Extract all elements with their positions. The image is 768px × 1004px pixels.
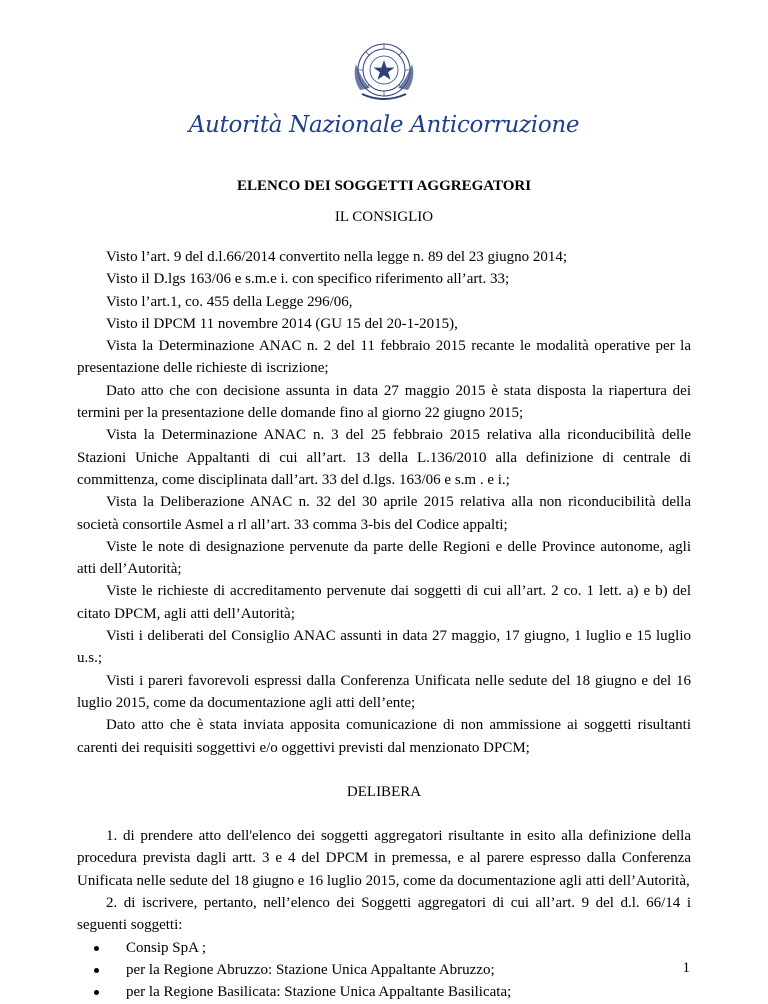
list-item-text: per la Regione Abruzzo: Stazione Unica Appaltante Abruzzo; — [126, 961, 495, 978]
list-item-text: per la Regione Basilicata: Stazione Unica Appaltante Basilicata; — [126, 984, 512, 1001]
document-body — [77, 246, 691, 1004]
bullet-icon — [94, 946, 99, 951]
consideration-paragraph: Visto il D.lgs 163/06 e s.m.e i. con specifico riferimento all’art. 33; — [106, 271, 510, 288]
delibera-point: 2. di iscrivere, pertanto, nell’elenco dei Soggetti aggregatori di cui all’art. 9 del d.l. 66/14 i seguenti soggetti: — [77, 895, 691, 934]
authority-logo-text: Autorità Nazionale Anticorruzione — [188, 112, 580, 138]
delibera-heading: DELIBERA — [346, 783, 422, 800]
page-number: 1 — [682, 960, 690, 976]
consideration-paragraph: Dato atto che con decisione assunta in data 27 maggio 2015 è stata disposta la riapertura dei termini per la presentazione delle domande fino al giorno 22 giugno 2015; — [77, 382, 691, 422]
list-item — [77, 937, 691, 959]
consideration-paragraph: Vista la Deliberazione ANAC n. 32 del 30 aprile 2015 relativa alla non riconducibilità della società consortile Asmel a rl all’art. 33 comma 3-bis del Codice appalti; — [77, 494, 691, 533]
aggregator-list — [77, 937, 691, 1004]
bullet-icon — [94, 990, 99, 995]
consideration-paragraph: Vista la Determinazione ANAC n. 3 del 25 febbraio 2015 relativa alla riconducibilità delle Stazioni Uniche Appaltanti di cui all’art. 13 della L.136/2010 alla definizione di centrale di committenza, come disciplinata dall’art. 33 del d.lgs. 163/06 e s.m . e i.; — [77, 427, 691, 488]
republic-emblem-icon — [340, 30, 428, 110]
consideration-paragraph: Vista la Determinazione ANAC n. 2 del 11 febbraio 2015 recante le modalità operative per la presentazione delle richieste di iscrizione; — [77, 338, 691, 377]
consideration-paragraph: Visto l’art. 9 del d.l.66/2014 convertito nella legge n. 89 del 23 giugno 2014; — [106, 249, 568, 265]
consideration-paragraph: Visto il DPCM 11 novembre 2014 (GU 15 del 20-1-2015), — [106, 315, 458, 332]
list-item-text: Consip SpA ; — [126, 939, 207, 956]
consideration-paragraph: Visto l’art.1, co. 455 della Legge 296/06, — [106, 293, 353, 310]
consideration-paragraph: Visti i pareri favorevoli espressi dalla Conferenza Unificata nelle sedute del 18 giugno e del 16 luglio 2015, come da documentazione agli atti dell’ente; — [77, 672, 691, 711]
document-subtitle: IL CONSIGLIO — [334, 209, 434, 225]
consideration-paragraph: Viste le richieste di accreditamento pervenute dai soggetti di cui all’art. 2 co. 1 lett. a) e b) del citato DPCM, agli atti dell’Autorità; — [77, 583, 691, 622]
consideration-paragraph: Viste le note di designazione pervenute da parte delle Regioni e delle Province autonome, agli atti dell’Autorità; — [77, 538, 691, 578]
consideration-paragraph: Visti i deliberati del Consiglio ANAC assunti in data 27 maggio, 17 giugno, 1 luglio e 15 luglio u.s.; — [77, 628, 691, 667]
list-item — [77, 959, 691, 981]
list-item — [77, 981, 691, 1003]
consideration-paragraph: Dato atto che è stata inviata apposita comunicazione di non ammissione ai soggetti risultanti carenti dei requisiti soggettivi e/o oggettivi previsti dal menzionato DPCM; — [77, 717, 691, 756]
document-title: ELENCO DEI SOGGETTI AGGREGATORI — [236, 178, 532, 194]
delibera-point: 1. di prendere atto dell'elenco dei soggetti aggregatori risultante in esito alla definizione della procedura prevista dagli artt. 3 e 4 del DPCM in premessa, e al parere espresso dalla Conferenza Unificata nelle sedute del 18 giugno e 16 luglio 2015, come da documentazione agli atti dell’Autorità, — [77, 828, 691, 889]
bullet-icon — [94, 968, 99, 973]
